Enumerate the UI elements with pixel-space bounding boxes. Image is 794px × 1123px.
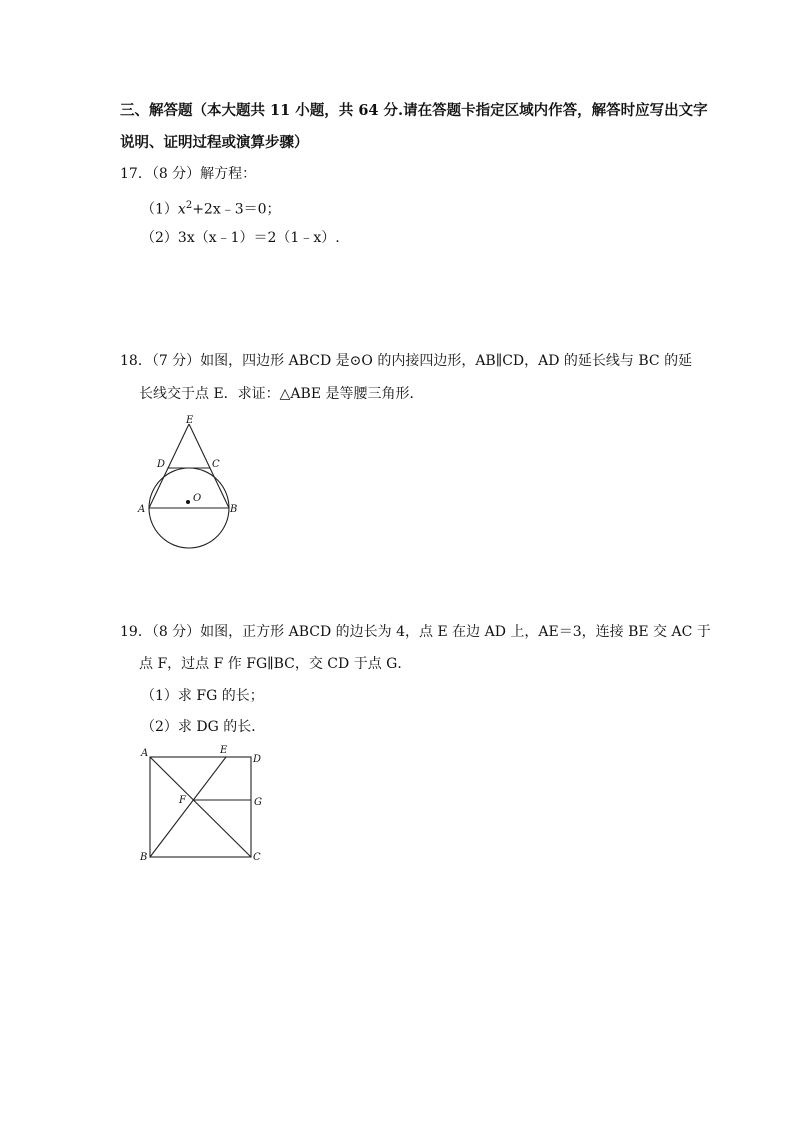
q19-part2: （2）求 DG 的长． bbox=[141, 719, 266, 735]
label-e: E bbox=[220, 745, 228, 756]
label-b: B bbox=[140, 852, 148, 863]
label-a: A bbox=[141, 748, 149, 759]
section-title-line2: 说明、证明过程或演算步骤） bbox=[120, 134, 309, 151]
segment-ae bbox=[149, 424, 189, 508]
label-d: D bbox=[253, 754, 262, 765]
q17-part1-exponent: 2 bbox=[185, 200, 193, 211]
q17-part1-rest: +2x﹣3＝0； bbox=[192, 201, 281, 218]
label-f: F bbox=[179, 795, 186, 806]
q19-figure bbox=[135, 740, 270, 868]
segment-be bbox=[150, 757, 226, 857]
q17-part1 bbox=[141, 196, 281, 220]
section-title-line1: 三、解答题（本大题共 11 小题，共 64 分.请在答题卡指定区域内作答，解答时应写出文字 bbox=[120, 102, 708, 119]
q19-line2: 点 F，过点 F 作 FG∥BC，交 CD 于点 G． bbox=[139, 656, 412, 672]
label-e: E bbox=[186, 415, 194, 426]
segment-ac bbox=[150, 757, 251, 857]
label-b: B bbox=[230, 504, 238, 515]
q17-stem: 17．（8 分）解方程： bbox=[120, 166, 257, 182]
q17-part1-var: x bbox=[177, 201, 186, 218]
label-d: D bbox=[157, 459, 166, 470]
label-a: A bbox=[138, 504, 146, 515]
q19-part1: （1）求 FG 的长； bbox=[141, 688, 264, 704]
label-c: C bbox=[212, 459, 220, 470]
center-dot bbox=[186, 500, 190, 504]
label-o: O bbox=[193, 493, 202, 504]
q18-line1: 18．（7 分）如图，四边形 ABCD 是⊙O 的内接四边形，AB∥CD，AD 的延长线与 BC 的延 bbox=[120, 353, 693, 369]
q17-part2: （2）3x（x﹣1）＝2（1﹣x）. bbox=[141, 230, 340, 246]
label-c: C bbox=[253, 852, 261, 863]
label-g: G bbox=[254, 797, 262, 808]
q17-part1-prefix: （1） bbox=[141, 201, 178, 218]
q19-line1: 19．（8 分）如图，正方形 ABCD 的边长为 4，点 E 在边 AD 上，AE＝3，连接 BE 交 AC 于 bbox=[120, 624, 711, 640]
q18-figure bbox=[130, 410, 250, 555]
q18-line2: 长线交于点 E．求证：△ABE 是等腰三角形． bbox=[139, 386, 424, 402]
